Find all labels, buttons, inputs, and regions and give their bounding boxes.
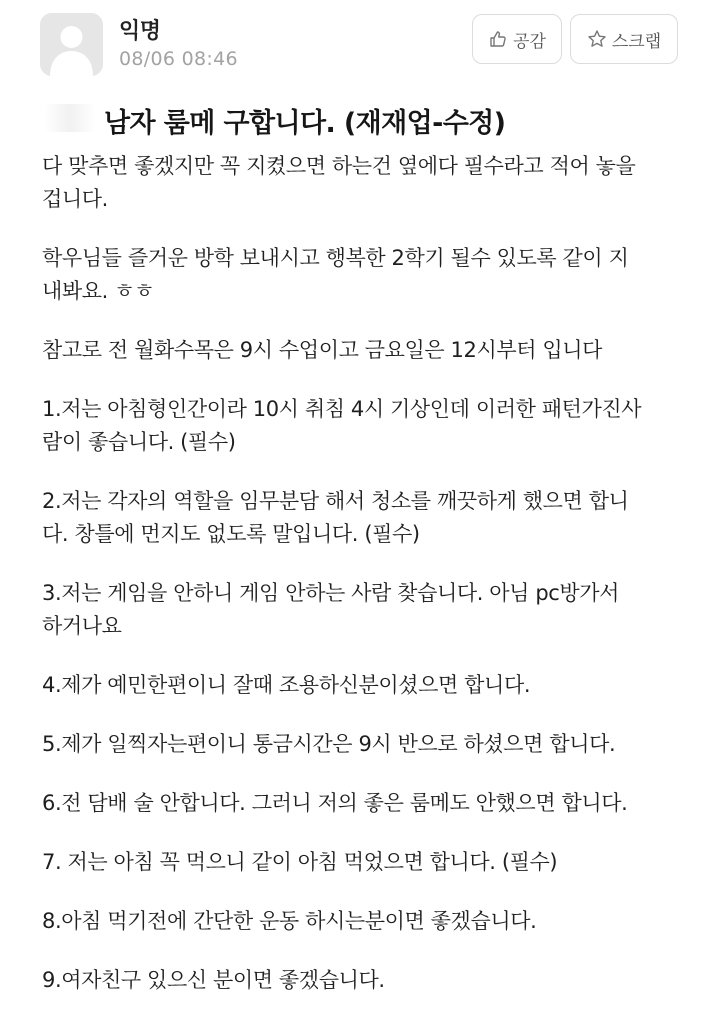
post-body	[42, 150, 692, 1023]
like-button-label: 공감	[513, 31, 546, 52]
post-paragraph: 2.저는 각자의 역할을 임무분담 해서 청소를 깨끗하게 했으면 합니 다. 창틀에 먼지도 없도록 말입니다. (필수)	[42, 489, 629, 546]
post-paragraph: 학우님들 즐거운 방학 보내시고 행복한 2학기 될수 있도록 같이 지 내봐요. ㅎㅎ	[42, 246, 629, 303]
post-title: 남자 룸메 구합니다. (재재업-수정)	[104, 108, 506, 139]
post-timestamp: 08/06 08:46	[119, 48, 238, 70]
author-name: 익명	[119, 19, 161, 44]
like-button[interactable]	[472, 14, 562, 64]
post-paragraph: 1.저는 아침형인간이라 10시 취침 4시 기상인데 이러한 패턴가진사 람이 좋습니다. (필수)	[42, 397, 642, 454]
post-paragraph: 9.여자친구 있으신 분이면 좋겠습니다.	[42, 968, 385, 992]
scrap-button-label: 스크랩	[611, 31, 662, 52]
post-paragraph: 7. 저는 아침 꼭 먹으니 같이 아침 먹었으면 합니다. (필수)	[42, 850, 558, 874]
star-icon	[587, 29, 607, 49]
blurred-title-prefix	[44, 104, 96, 132]
post-paragraph: 6.전 담배 술 안합니다. 그러니 저의 좋은 룸메도 안했으면 합니다.	[42, 791, 628, 815]
post-paragraph: 5.제가 일찍자는편이니 통금시간은 9시 반으로 하셨으면 합니다.	[42, 732, 616, 756]
post-paragraph: 다 맞추면 좋겠지만 꼭 지켰으면 하는건 옆에다 필수라고 적어 놓을 겁니다.	[42, 154, 636, 211]
post-paragraph: 8.아침 먹기전에 간단한 운동 하시는분이면 좋겠습니다.	[42, 909, 537, 933]
avatar-icon	[40, 13, 103, 76]
thumbs-up-icon	[488, 29, 508, 49]
scrap-button[interactable]	[570, 14, 678, 64]
post-paragraph: 참고로 전 월화수목은 9시 수업이고 금요일은 12시부터 입니다	[42, 338, 603, 362]
post-header	[0, 0, 720, 90]
post-paragraph: 4.제가 예민한편이니 잘때 조용하신분이셨으면 합니다.	[42, 673, 531, 697]
post-paragraph: 3.저는 게임을 안하니 게임 안하는 사람 찾습니다. 아님 pc방가서 하거나요	[42, 581, 620, 638]
